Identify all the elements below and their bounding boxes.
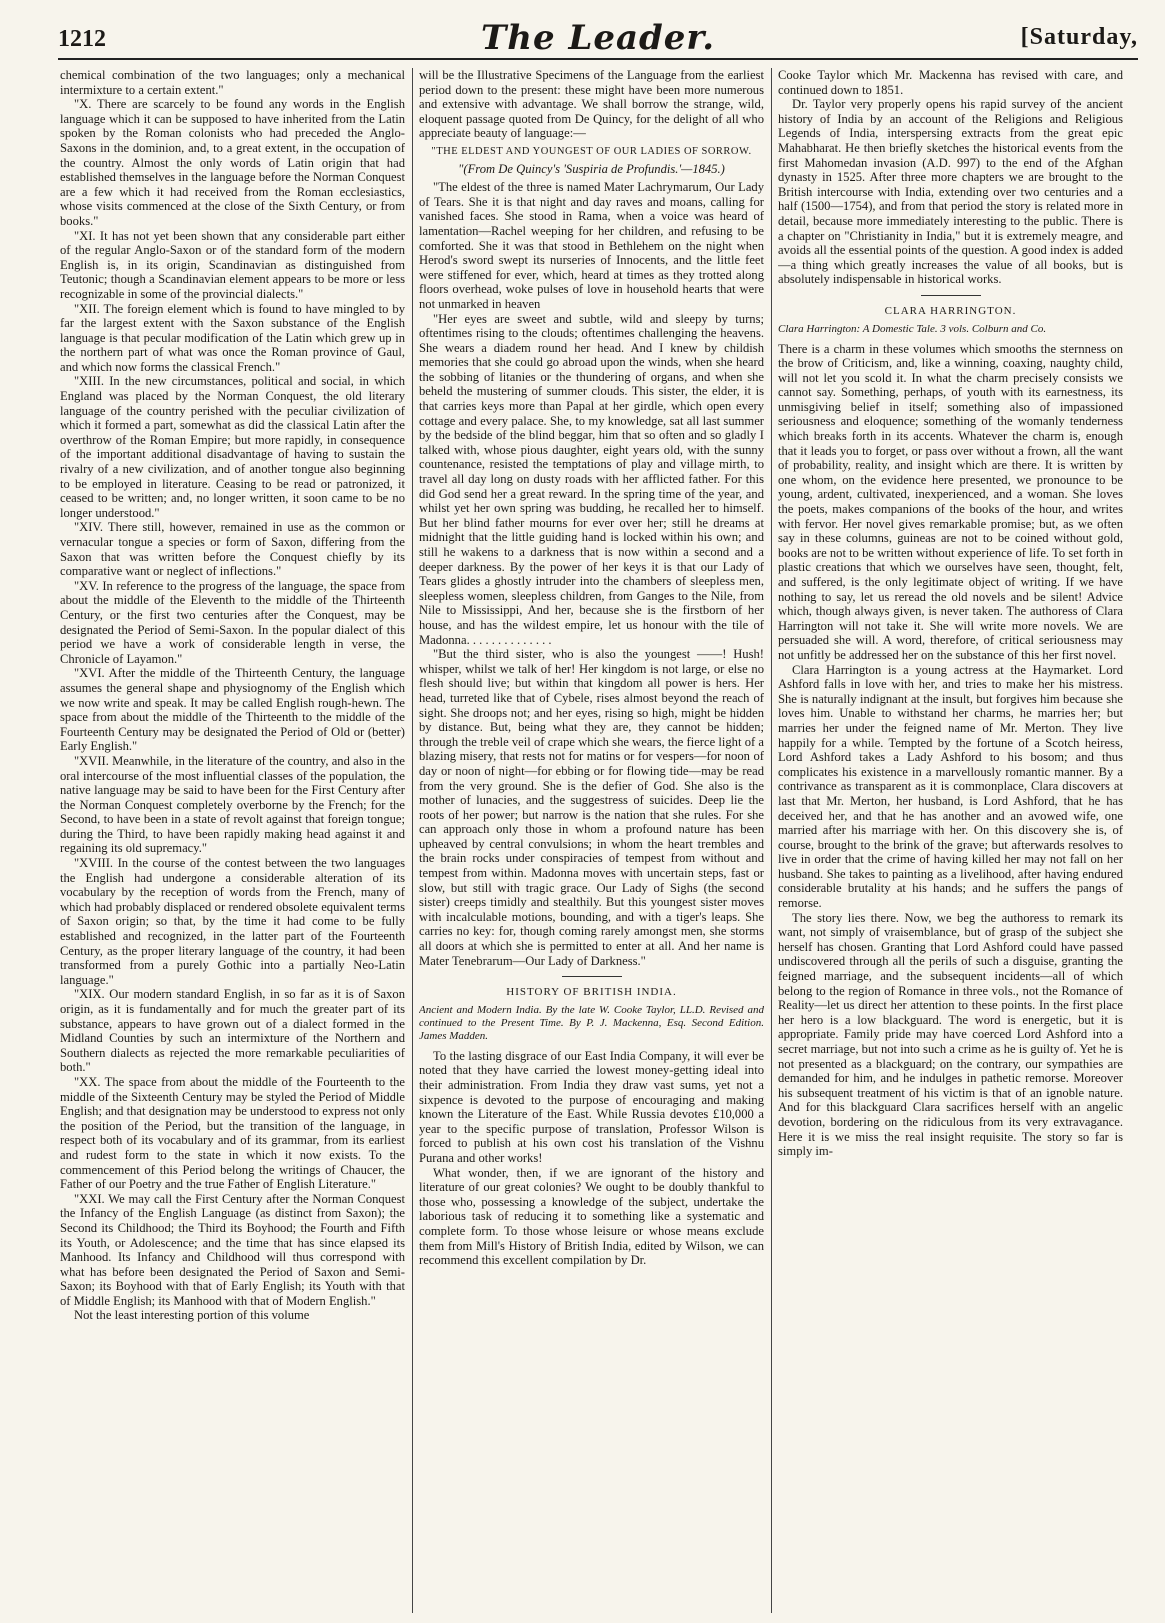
column-rule bbox=[412, 68, 413, 1613]
book-details: Clara Harrington: A Domestic Tale. 3 vols. Colburn and Co. bbox=[778, 322, 1047, 335]
paragraph: Clara Harrington is a young actress at the Haymarket. Lord Ashford falls in love with her, and tries to make her his mistress. She is naturally indignant at the insult, but forgives him because she loves him. Unable to withstand her charms, he marries her; but marries her under the feigned name of Mr. Merton. They live happily for a while. Tempted by the fortune of a Scotch heiress, Lord Ashford takes a Lady Ashford to his bosom; and thus complicates his existence in a marvellously romantic manner. By a contrivance as transparent as it is commonplace, Clara discovers at last that Mr. Merton, her husband, is Lord Ashford, that he has deceived her, and that he has another and an avowed wife, one married after his marriage with her. On this discovery she is, of course, brought to the brink of the grave; but afterwards resolves to live in order that the crime of having killed her may not fall on her husband. She takes to painting as a livelihood, after having endured considerable brutality at his hands; and he suffers the pangs of remorse. bbox=[778, 662, 1123, 911]
paragraph: "XIII. In the new circumstances, political and social, in which England was placed by the Norman Conquest, the old literary language of the country perished with the peculiar civilization of which it formed a part, somewhat as did the classical Latin after the overthrow of the Roman Empire; but more rapidly, in consequence of the important additional disadvantage of having to sustain the rivalry of a new civilization, and of another tongue also beginning to be employed in literature. Ceasing to be read or patronized, it ceased to be written; and, no longer written, it soon came to be no longer understood." bbox=[60, 374, 405, 520]
section-divider bbox=[921, 295, 981, 296]
paragraph: "The eldest of the three is named Mater Lachrymarum, Our Lady of Tears. She it is that night and day raves and moans, calling for vanished faces. She stood in Rama, when a voice was heard of lamentation—Rachel weeping for her children, and refusing to be comforted. She it was that stood in Bethlehem on the night when Herod's sword swept its nurseries of Innocents, and the little feet were stiffened for ever, which, heard at times as they trotted along floors overhead, woke pulses of love in household hearts that were not unmarked in heaven bbox=[419, 180, 764, 311]
issue-day: [Saturday, bbox=[1020, 24, 1138, 50]
paragraph: "XVII. Meanwhile, in the literature of the country, and also in the oral intercourse of the most influential classes of the population, the native language may be said to have been for the First Century after the Norman Conquest completely overborne by the French; for the Second, to have been in a state of revolt against that foreign tongue; during the Third, to have been rapidly making head against it and regaining its old supremacy." bbox=[60, 753, 405, 856]
newspaper-title: The Leader. bbox=[480, 18, 716, 58]
paragraph: Not the least interesting portion of this volume bbox=[74, 1308, 310, 1323]
excerpt-heading: "THE ELDEST AND YOUNGEST OF OUR LADIES OF SORROW. bbox=[431, 145, 752, 157]
paragraph: chemical combination of the two languages; only a mechanical intermixture to a certain extent." bbox=[60, 68, 405, 97]
paragraph: Cooke Taylor which Mr. Mackenna has revised with care, and continued down to 1851. bbox=[778, 68, 1123, 97]
paragraph: "XVIII. In the course of the contest between the two languages the English had undergone a considerable alteration of its vocabulary by the reception of words from the French, many of which had probably displaced or rendered obsolete equivalent terms of Saxon origin; so that, by the time it had come to be fully established and recognized, in the latter part of the Fourteenth Century, as the proper literary language of the country, it had been transformed from a purely Gothic into a partially Neo-Latin language." bbox=[60, 856, 405, 987]
excerpt-source: "(From De Quincy's 'Suspiria de Profundis.'—1845.) bbox=[458, 161, 725, 176]
column-rule bbox=[771, 68, 772, 1613]
page-number: 1212 bbox=[58, 26, 106, 52]
section-heading: CLARA HARRINGTON. bbox=[884, 304, 1017, 317]
column-1 bbox=[60, 68, 405, 1613]
paragraph: "XII. The foreign element which is found to have mingled to by far the largest extent with the Saxon substance of the English language is that pecular modification of the Latin which grew up in the northern part of what was once the Roman province of Gaul, and which now forms the classical French." bbox=[60, 301, 405, 374]
paragraph: "XV. In reference to the progress of the language, the space from about the middle of the Eleventh to the middle of the Thirteenth Century, or the first two centuries after the Conquest, may be designated the Period of Semi-Saxon. In the popular dialect of this period we have a work of considerable length in verse, the Chronicle of Layamon." bbox=[60, 578, 405, 666]
paragraph: "XIX. Our modern standard English, in so far as it is of Saxon origin, as it is fundamentally and for much the greater part of its substance, appears to have grown out of a dialect formed in the Midland Counties by such an intermixture of the Northern and Southern dialects as rejected the more remarkable peculiarities of both." bbox=[60, 987, 405, 1075]
paragraph: "XXI. We may call the First Century after the Norman Conquest the Infancy of the English Language (as distinct from Saxon); the Second its Childhood; the Third its Boyhood; the Fourth and Fifth its Youth, or Adolescence; and the time that has since elapsed its Manhood. Its Infancy and Childhood will thus correspond with what has before been designated the Period of Saxon and Semi-Saxon; its Boyhood with that of Early English; its Youth with that of Middle English; its Manhood with that of Modern English." bbox=[60, 1191, 405, 1308]
book-details: Ancient and Modern India. By the late W. Cooke Taylor, LL.D. Revised and continued to the Present Time. By P. J. Mackenna, Esq. Second Edition. James Madden. bbox=[419, 1003, 764, 1042]
paragraph: will be the Illustrative Specimens of the Language from the earliest period down to the present: these might have been more numerous and extensive with advantage. We shall borrow the strange, wild, eloquent passage quoted from De Quincy, for the delight of all who appreciate beauty of language:— bbox=[419, 68, 764, 141]
paragraph: "XI. It has not yet been shown that any considerable part either of the regular Anglo-Saxon or of the standard form of the modern English is, in its origin, Scandinavian as distinguished from Teutonic; though a Scandinavian element appears to be more or less recognizable in some of the provincial dialects." bbox=[60, 228, 405, 301]
paragraph: "X. There are scarcely to be found any words in the English language which it can be supposed to have inherited from the Latin spoken by the Roman colonists who had preceded the Anglo-Saxons in the dominion, and, to a great extent, in the occupation of the country. Almost the only words of Latin origin that had established themselves in the language before the Norman Conquest are a few which it had received from the Roman ecclesiastics, whose visits commenced at the close of the Sixth Century, or from books." bbox=[60, 97, 405, 228]
paragraph: To the lasting disgrace of our East India Company, it will ever be noted that they have carried the lowest money-getting ideal into their administration. From India they draw vast sums, yet not a sixpence is devoted to the purpose of encouraging and making known the Literature of the East. While Russia devotes £10,000 a year to the specific purpose of translation, Professor Wilson is forced to publish at his own cost his translation of the Vishnu Purana and other works! bbox=[419, 1048, 764, 1165]
paragraph: Dr. Taylor very properly opens his rapid survey of the ancient history of India by an account of the Religions and Religious Legends of India, interspersing extracts from the great epic Mahabharat. He then briefly sketches the historical events from the first Mahomedan invasion (A.D. 997) to the end of the Afghan dynasty in 1525. After three more chapters we are brought to the British intercourse with India, extending over two centuries and a half (1500—1754), and from that period the story is related more in detail, because more immediately interesting to the public. There is a chapter on "Christianity in India," but it is extremely meagre, and avoids all the essential points of the question. A good index is added—a thing which greatly increases the value of all books, but is absolutely indispensable in historical works. bbox=[778, 97, 1123, 287]
paragraph: "XVI. After the middle of the Thirteenth Century, the language assumes the general shape and physiognomy of the English which we now write and speak. It may be called English rough-hewn. The space from about the middle of the Thirteenth to the middle of the Fourteenth Century may be designated the Period of Old or (better) Early English." bbox=[60, 666, 405, 754]
paragraph: "XX. The space from about the middle of the Fourteenth to the middle of the Sixteenth Century may be styled the Period of Middle English; and that designation may be understood to express not only the position of the Period, but the transition of the language, in respect both of its vocabulary and of its grammar, from its earliest and rudest form to the state in which it now exists. To the commencement of this Period belong the writings of Chaucer, the Father of our Poetry and the true Father of English Literature." bbox=[60, 1074, 405, 1192]
section-heading: HISTORY OF BRITISH INDIA. bbox=[506, 986, 677, 999]
paragraph: "But the third sister, who is also the youngest ——! Hush! whisper, whilst we talk of her! Her kingdom is not large, or else no flesh should live; but within that kingdom all power is hers. Her head, turreted like that of Cybele, rises almost beyond the reach of sight. She droops not; and her eyes, rising so high, might be hidden by distance. But, being what they are, they cannot be hidden; through the treble veil of crape which she wears, the fierce light of a blazing misery, that rests not for matins or for vespers—for noon of day or noon of night—for ebbing or for flowing tide—may be read from the very ground. She is the defier of God. She also is the mother of lunacies, and the suggestress of suicides. Deep lie the roots of her power; but narrow is the nation that she rules. For she can approach only those in whom a profound nature has been upheaved by central convulsions; in whom the heart trembles and the brain rocks under conspiracies of tempest from without and tempest from within. Madonna moves with uncertain steps, fast or slow, but still with tragic grace. Our Lady of Sighs (the second sister) creeps timidly and stealthily. But this youngest sister moves with incalculable motions, bounding, and with a tiger's leaps. She carries no key: for, though coming rarely amongst men, she storms all doors at which she is permitted to enter at all. And her name is Mater Tenebrarum—Our Lady of Darkness." bbox=[419, 647, 764, 968]
masthead bbox=[58, 18, 1138, 60]
paragraph: There is a charm in these volumes which smooths the sternness on the brow of Criticism, and, like a winning, coaxing, naughty child, will not let you scold it. In what the charm precisely consists we cannot say. Something, perhaps, of youth with its earnestness, its unmisgiving belief in itself; something also of impassioned seriousness and eloquence; something of the womanly tenderness which breaks forth in its accents. Whatever the charm is, enough that it leads you to forget, or pass over without a frown, all the want of probability, reality, and insight which are there. It is written by one whom, on the evidence here presented, we pronounce to be young, ardent, cultivated, inexperienced, and a woman. She loves the poets, makes companions of the books of the hour, and writes with fervor. Her novel gives remarkable promise; but, as we often say in these columns, guineas are not to be coined without gold, books are not to be written without experience of life. To set forth in plastic creations that which we ourselves have seen, thought, felt, and suffered, is the only legitimate object of writing. If we have nothing to say, let us reread the old novels and be silent! Advice which, though always given, is never taken. The authoress of Clara Harrington will not take it. She will write more novels. We are persuaded she will. A word, therefore, of critical seriousness may not unfitly be addressed her on the substance of this her first novel. bbox=[778, 341, 1123, 662]
paragraph: "XIV. There still, however, remained in use as the common or vernacular tongue a species or form of Saxon, differing from the Saxon that was written before the Conquest chiefly by its comparative want or neglect of inflections." bbox=[60, 520, 405, 579]
paragraph: "Her eyes are sweet and subtle, wild and sleepy by turns; oftentimes rising to the clouds; oftentimes challenging the heavens. She wears a diadem round her head. And I knew by childish memories that she could go abroad upon the winds, when she heard the sobbing of litanies or the thundering of organs, and when she beheld the mustering of summer clouds. This sister, the elder, it is that carries keys more than Papal at her girdle, which open every cottage and every palace. She, to my knowledge, sat all last summer by the bedside of the blind beggar, him that so often and so gladly I talked with, whose pious daughter, eight years old, with the sunny countenance, resisted the temptations of play and village mirth, to travel all day long on dusty roads with her afflicted father. For this did God send her a great reward. In the spring time of the year, and whilst yet her own spring was budding, he recalled her to himself. But her blind father mourns for ever over her; still he dreams at midnight that the little guiding hand is locked within his own; and still he wakens to a darkness that is now within a second and a deeper darkness. By the power of her keys it is that our Lady of Tears glides a ghostly intruder into the chambers of sleepless men, sleepless women, sleepless children, from Ganges to the Nile, from Nile to Mississippi, And her, because she is the firstborn of her house, and has the wildest empire, let us honour with the tile of Madonna. . . . . . . . . . . . . . bbox=[419, 311, 764, 647]
paragraph: The story lies there. Now, we beg the authoress to remark its want, not simply of vraisemblance, but of grasp of the subject she herself has chosen. Granting that Lord Ashford could have passed undiscovered through all the perils of such a disguise, granting the feigned marriage, and the subsequent incidents—all of which belong to the region of Romance in three vols., not the Romance of Reality—let us direct her attention to these points. In the first place her hero is a low blackguard. The word is energetic, but it is appropriate. Family pride may have coerced Lord Ashford into a secret marriage, but not into such a crime as he is guilty of. Yet he is not presented as a blackguard; on the contrary, our sympathies are demanded for him, and he indulges in pathetic remorse. Moreover his subsequent treatment of his victim is that of an ignoble nature. And for this blackguard Clara sacrifices herself with an angelic devotion, bordering on the ridiculous from its very extravagance. Here it is we miss the real insight requisite. The story so far is simply im- bbox=[778, 910, 1123, 1159]
column-3 bbox=[778, 68, 1123, 1613]
paragraph: What wonder, then, if we are ignorant of the history and literature of our great colonies? We ought to be doubly thankful to those who, possessing a knowledge of the subject, undertake the laborious task of reducing it to something like a systematic and complete form. To those whose leisure or whose means exclude them from Mill's History of British India, edited by Wilson, we can recommend this excellent compilation by Dr. bbox=[419, 1165, 764, 1268]
column-2 bbox=[419, 68, 764, 1613]
section-divider bbox=[562, 976, 622, 977]
